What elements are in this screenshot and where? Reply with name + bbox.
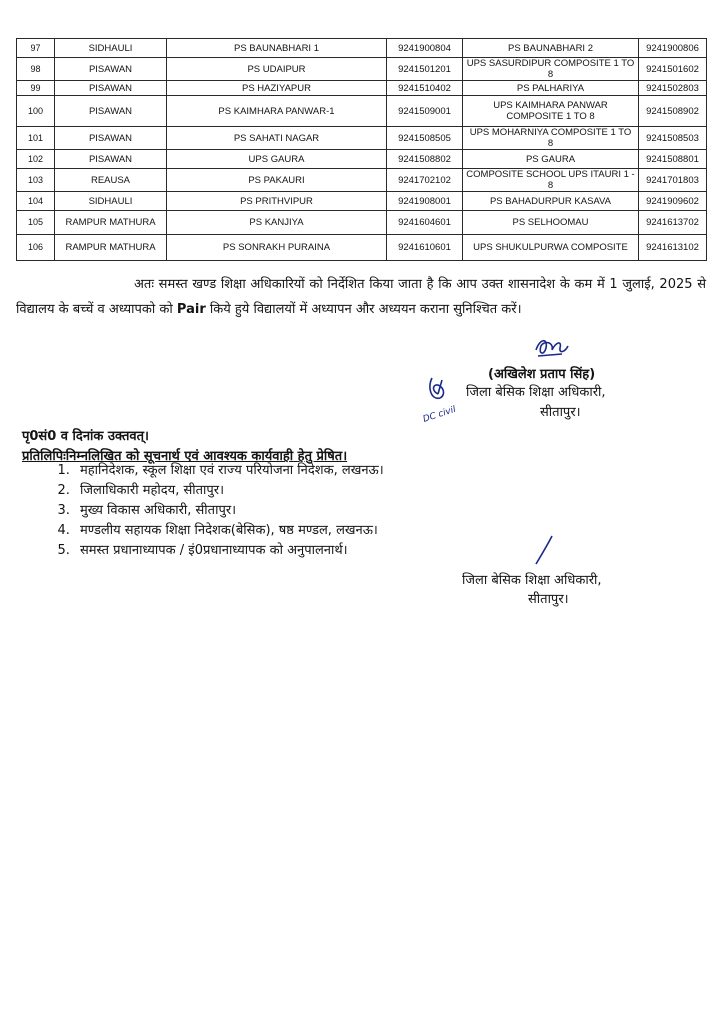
pair-school-name: UPS SASURDIPUR COMPOSITE 1 TO 8 xyxy=(463,58,639,81)
table-row xyxy=(17,58,707,81)
pair-udise-code: 9241502803 xyxy=(639,81,707,96)
school-name: PS SAHATI NAGAR xyxy=(167,127,387,150)
school-name: PS UDAIPUR xyxy=(167,58,387,81)
pair-school-name: PS BAHADURPUR KASAVA xyxy=(463,192,639,211)
paragraph-bold-word: Pair xyxy=(176,302,206,317)
pair-school-name: PS PALHARIYA xyxy=(463,81,639,96)
pair-school-name: COMPOSITE SCHOOL UPS ITAURI 1 - 8 xyxy=(463,169,639,192)
list-item: 3. मुख्य विकास अधिकारी, सीतापुर। xyxy=(74,501,384,521)
row-number: 102 xyxy=(17,150,55,169)
row-number: 97 xyxy=(17,39,55,58)
instruction-paragraph xyxy=(16,272,706,322)
paragraph-text-1: अतः समस्त खण्ड शिक्षा अधिकारियों को निर्देशित किया जाता है कि आप उक्त शासनादेश के कम में 1 जुलाई, 2025 से विद्यालय के बच्चें व अध्यापको को xyxy=(16,277,706,317)
table-row xyxy=(17,96,707,127)
udise-code: 9241510402 xyxy=(387,81,463,96)
signatory-place: सीतापुर। xyxy=(540,405,581,420)
signatory2-place: सीतापुर। xyxy=(528,592,569,607)
table-row xyxy=(17,150,707,169)
row-number: 99 xyxy=(17,81,55,96)
row-number: 101 xyxy=(17,127,55,150)
school-name: PS PRITHVIPUR xyxy=(167,192,387,211)
row-number: 98 xyxy=(17,58,55,81)
school-pair-table xyxy=(16,38,707,261)
table-row xyxy=(17,127,707,150)
pair-udise-code: 9241508801 xyxy=(639,150,707,169)
initials-mark xyxy=(421,376,472,428)
pair-udise-code: 9241508902 xyxy=(639,96,707,127)
pair-udise-code: 9241508503 xyxy=(639,127,707,150)
block-name: PISAWAN xyxy=(55,81,167,96)
list-item: 2. जिलाधिकारी महोदय, सीतापुर। xyxy=(74,481,384,501)
udise-code: 9241509001 xyxy=(387,96,463,127)
signatory2-title: जिला बेसिक शिक्षा अधिकारी, xyxy=(462,573,602,588)
reference-line: पृ0सं0 व दिनांक उक्तवत्। xyxy=(22,429,149,444)
row-number: 106 xyxy=(17,235,55,261)
list-item: 5. समस्त प्रधानाध्यापक / इं0प्रधानाध्यापक को अनुपालनार्थ। xyxy=(74,541,384,561)
school-name: PS PAKAURI xyxy=(167,169,387,192)
udise-code: 9241702102 xyxy=(387,169,463,192)
block-name: PISAWAN xyxy=(55,96,167,127)
school-name: PS HAZIYAPUR xyxy=(167,81,387,96)
table-row xyxy=(17,192,707,211)
pair-udise-code: 9241701803 xyxy=(639,169,707,192)
block-name: RAMPUR MATHURA xyxy=(55,235,167,261)
school-name: PS KANJIYA xyxy=(167,211,387,235)
block-name: PISAWAN xyxy=(55,150,167,169)
row-number: 105 xyxy=(17,211,55,235)
block-name: REAUSA xyxy=(55,169,167,192)
signatory-title: जिला बेसिक शिक्षा अधिकारी, xyxy=(466,385,606,400)
pair-udise-code: 9241501602 xyxy=(639,58,707,81)
school-name: PS BAUNABHARI 1 xyxy=(167,39,387,58)
row-number: 100 xyxy=(17,96,55,127)
udise-code: 9241908001 xyxy=(387,192,463,211)
pair-udise-code: 9241613702 xyxy=(639,211,707,235)
udise-code: 9241501201 xyxy=(387,58,463,81)
list-item: 1. महानिदेशक, स्कूल शिक्षा एवं राज्य परियोजना निदेशक, लखनऊ। xyxy=(74,461,384,481)
school-name: PS KAIMHARA PANWAR-1 xyxy=(167,96,387,127)
pair-school-name: PS BAUNABHARI 2 xyxy=(463,39,639,58)
table-row xyxy=(17,211,707,235)
signature-scribble xyxy=(532,334,572,360)
table-row xyxy=(17,235,707,261)
handwritten-note: DC civil xyxy=(421,404,458,425)
school-name: PS SONRAKH PURAINA xyxy=(167,235,387,261)
pair-udise-code: 9241613102 xyxy=(639,235,707,261)
block-name: PISAWAN xyxy=(55,58,167,81)
copy-list xyxy=(22,461,384,561)
paragraph-text-2: किये हुये विद्यालयों में अध्यापन और अध्ययन कराना सुनिश्चित करें। xyxy=(205,302,522,317)
list-item: 4. मण्डलीय सहायक शिक्षा निदेशक(बेसिक), षष्ठ मण्डल, लखनऊ। xyxy=(74,521,384,541)
pair-school-name: UPS SHUKULPURWA COMPOSITE xyxy=(463,235,639,261)
block-name: PISAWAN xyxy=(55,127,167,150)
block-name: RAMPUR MATHURA xyxy=(55,211,167,235)
signatory-name: (अखिलेश प्रताप सिंह) xyxy=(488,367,596,382)
pair-school-name: UPS KAIMHARA PANWAR COMPOSITE 1 TO 8 xyxy=(463,96,639,127)
udise-code: 9241610601 xyxy=(387,235,463,261)
row-number: 103 xyxy=(17,169,55,192)
udise-code: 9241900804 xyxy=(387,39,463,58)
signature-stroke xyxy=(532,534,556,566)
udise-code: 9241604601 xyxy=(387,211,463,235)
udise-code: 9241508505 xyxy=(387,127,463,150)
block-name: SIDHAULI xyxy=(55,192,167,211)
table-row xyxy=(17,169,707,192)
row-number: 104 xyxy=(17,192,55,211)
pair-school-name: PS SELHOOMAU xyxy=(463,211,639,235)
pair-school-name: UPS MOHARNIYA COMPOSITE 1 TO 8 xyxy=(463,127,639,150)
pair-school-name: PS GAURA xyxy=(463,150,639,169)
udise-code: 9241508802 xyxy=(387,150,463,169)
school-name: UPS GAURA xyxy=(167,150,387,169)
pair-udise-code: 9241909602 xyxy=(639,192,707,211)
block-name: SIDHAULI xyxy=(55,39,167,58)
pair-udise-code: 9241900806 xyxy=(639,39,707,58)
copy-heading: प्रतिलिपिःनिम्नलिखित को सूचनार्थ एवं आवश्यक कार्यवाही हेतु प्रेषित। xyxy=(22,449,348,464)
table-row xyxy=(17,39,707,58)
table-row xyxy=(17,81,707,96)
